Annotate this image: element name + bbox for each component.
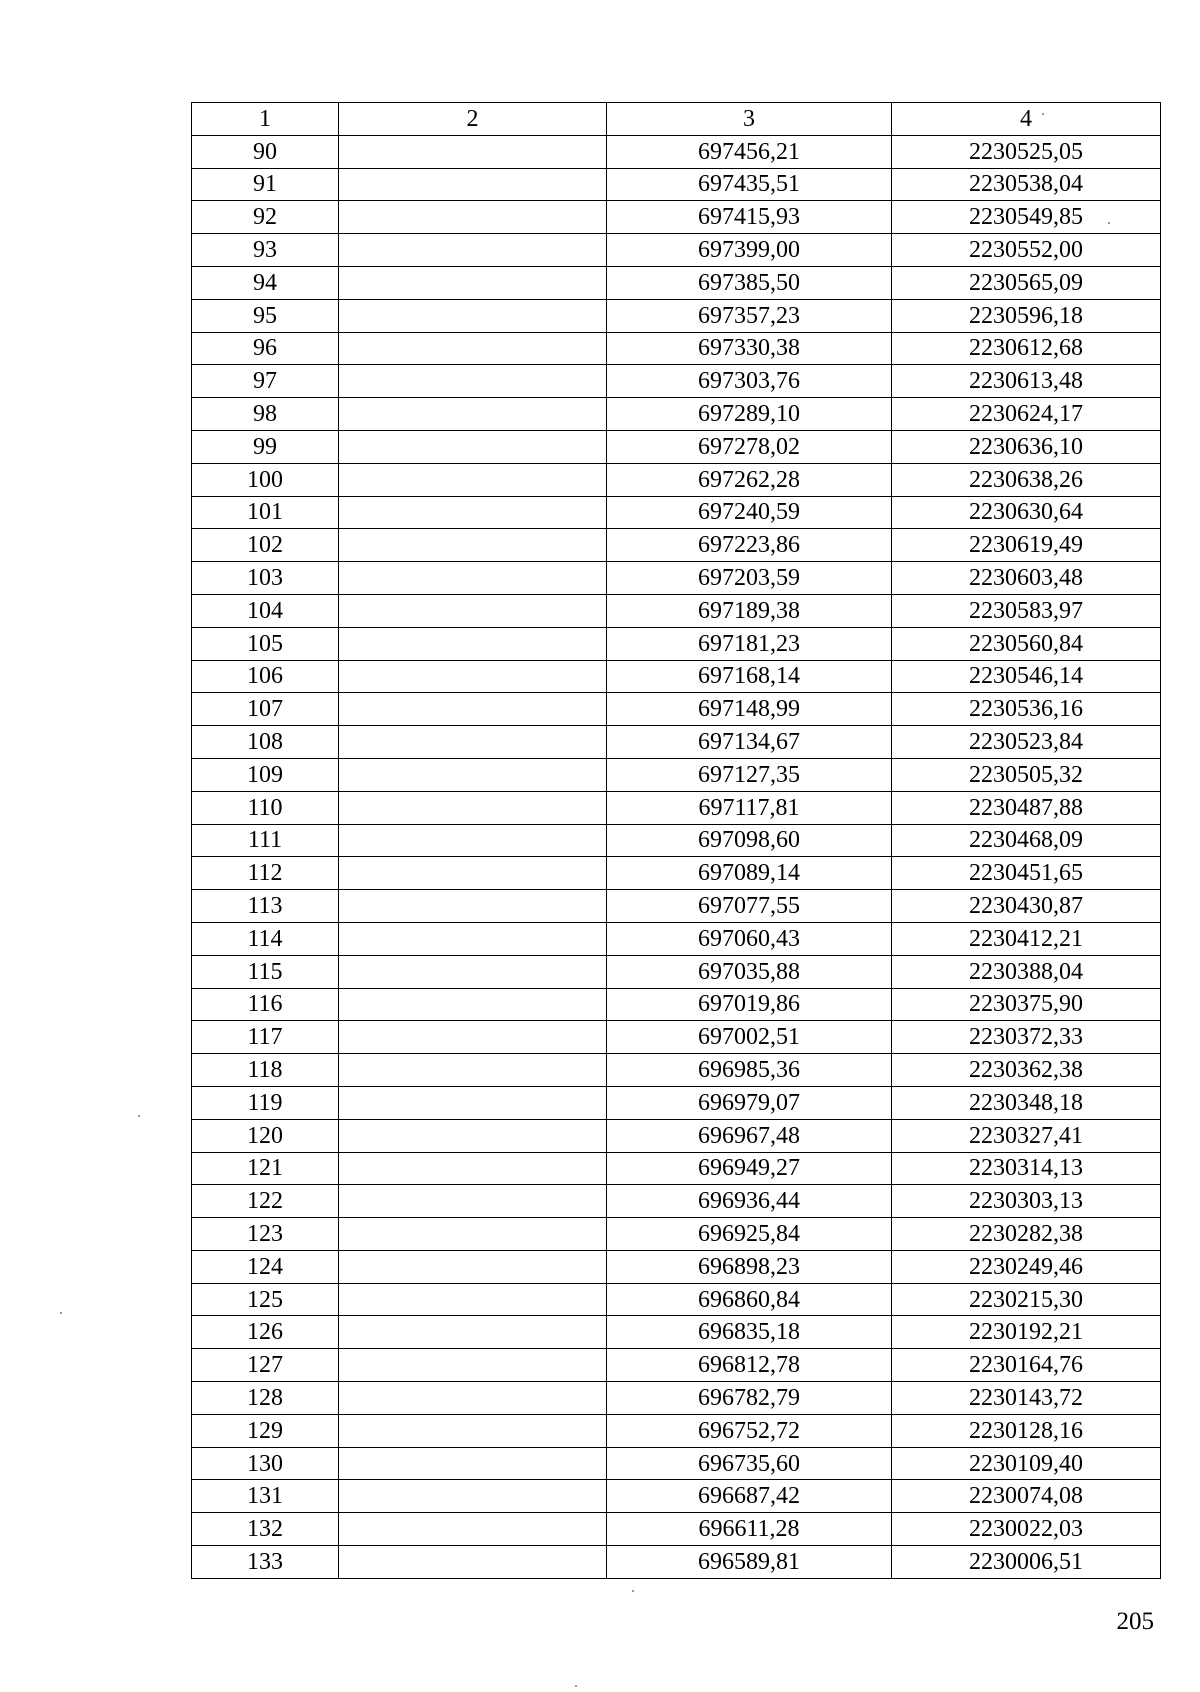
x-coordinate-cell: 696949,27 bbox=[607, 1152, 892, 1185]
x-coordinate-cell: 696589,81 bbox=[607, 1546, 892, 1579]
table-row bbox=[192, 1316, 1161, 1349]
point-number-cell: 122 bbox=[192, 1185, 339, 1218]
x-coordinate-cell: 697278,02 bbox=[607, 430, 892, 463]
x-coordinate-cell: 697203,59 bbox=[607, 562, 892, 595]
x-coordinate-cell: 697002,51 bbox=[607, 1021, 892, 1054]
y-coordinate-cell: 2230022,03 bbox=[892, 1513, 1161, 1546]
x-coordinate-cell: 696898,23 bbox=[607, 1250, 892, 1283]
table-row bbox=[192, 922, 1161, 955]
point-number-cell: 128 bbox=[192, 1382, 339, 1415]
x-coordinate-cell: 697415,93 bbox=[607, 201, 892, 234]
description-cell bbox=[339, 955, 607, 988]
x-coordinate-cell: 697117,81 bbox=[607, 791, 892, 824]
table-row bbox=[192, 1447, 1161, 1480]
point-number-cell: 94 bbox=[192, 266, 339, 299]
table-row bbox=[192, 365, 1161, 398]
point-number-cell: 107 bbox=[192, 693, 339, 726]
y-coordinate-cell: 2230388,04 bbox=[892, 955, 1161, 988]
description-cell bbox=[339, 562, 607, 595]
description-cell bbox=[339, 1414, 607, 1447]
point-number-cell: 115 bbox=[192, 955, 339, 988]
description-cell bbox=[339, 299, 607, 332]
point-number-cell: 101 bbox=[192, 496, 339, 529]
table-row bbox=[192, 627, 1161, 660]
table-row bbox=[192, 168, 1161, 201]
point-number-cell: 102 bbox=[192, 529, 339, 562]
x-coordinate-cell: 697289,10 bbox=[607, 398, 892, 431]
y-coordinate-cell: 2230523,84 bbox=[892, 726, 1161, 759]
x-coordinate-cell: 697189,38 bbox=[607, 594, 892, 627]
x-coordinate-cell: 697148,99 bbox=[607, 693, 892, 726]
scan-speck bbox=[575, 1685, 577, 1687]
description-cell bbox=[339, 1447, 607, 1480]
point-number-cell: 98 bbox=[192, 398, 339, 431]
description-cell bbox=[339, 1086, 607, 1119]
table-row bbox=[192, 1513, 1161, 1546]
x-coordinate-cell: 696925,84 bbox=[607, 1218, 892, 1251]
description-cell bbox=[339, 168, 607, 201]
scan-speck bbox=[1108, 222, 1110, 224]
y-coordinate-cell: 2230249,46 bbox=[892, 1250, 1161, 1283]
header-cell-2: 2 bbox=[339, 103, 607, 136]
description-cell bbox=[339, 1283, 607, 1316]
description-cell bbox=[339, 1513, 607, 1546]
point-number-cell: 127 bbox=[192, 1349, 339, 1382]
point-number-cell: 92 bbox=[192, 201, 339, 234]
point-number-cell: 109 bbox=[192, 758, 339, 791]
y-coordinate-cell: 2230372,33 bbox=[892, 1021, 1161, 1054]
table-row bbox=[192, 693, 1161, 726]
description-cell bbox=[339, 693, 607, 726]
header-row bbox=[192, 103, 1161, 136]
table-row bbox=[192, 988, 1161, 1021]
description-cell bbox=[339, 758, 607, 791]
point-number-cell: 113 bbox=[192, 890, 339, 923]
y-coordinate-cell: 2230412,21 bbox=[892, 922, 1161, 955]
y-coordinate-cell: 2230638,26 bbox=[892, 463, 1161, 496]
description-cell bbox=[339, 201, 607, 234]
scan-speck bbox=[138, 1115, 140, 1117]
description-cell bbox=[339, 1021, 607, 1054]
x-coordinate-cell: 697240,59 bbox=[607, 496, 892, 529]
y-coordinate-cell: 2230565,09 bbox=[892, 266, 1161, 299]
y-coordinate-cell: 2230630,64 bbox=[892, 496, 1161, 529]
y-coordinate-cell: 2230468,09 bbox=[892, 824, 1161, 857]
description-cell bbox=[339, 1185, 607, 1218]
y-coordinate-cell: 2230282,38 bbox=[892, 1218, 1161, 1251]
description-cell bbox=[339, 1054, 607, 1087]
table-row bbox=[192, 463, 1161, 496]
table-row bbox=[192, 201, 1161, 234]
point-number-cell: 105 bbox=[192, 627, 339, 660]
x-coordinate-cell: 697134,67 bbox=[607, 726, 892, 759]
x-coordinate-cell: 697223,86 bbox=[607, 529, 892, 562]
table-row bbox=[192, 299, 1161, 332]
description-cell bbox=[339, 463, 607, 496]
coordinates-table bbox=[191, 102, 1161, 1579]
point-number-cell: 103 bbox=[192, 562, 339, 595]
y-coordinate-cell: 2230215,30 bbox=[892, 1283, 1161, 1316]
description-cell bbox=[339, 1316, 607, 1349]
table-row bbox=[192, 758, 1161, 791]
point-number-cell: 132 bbox=[192, 1513, 339, 1546]
description-cell bbox=[339, 627, 607, 660]
description-cell bbox=[339, 1218, 607, 1251]
point-number-cell: 95 bbox=[192, 299, 339, 332]
table-row bbox=[192, 135, 1161, 168]
description-cell bbox=[339, 365, 607, 398]
table-row bbox=[192, 266, 1161, 299]
y-coordinate-cell: 2230552,00 bbox=[892, 234, 1161, 267]
y-coordinate-cell: 2230560,84 bbox=[892, 627, 1161, 660]
description-cell bbox=[339, 529, 607, 562]
point-number-cell: 91 bbox=[192, 168, 339, 201]
table-row bbox=[192, 955, 1161, 988]
description-cell bbox=[339, 791, 607, 824]
description-cell bbox=[339, 824, 607, 857]
point-number-cell: 123 bbox=[192, 1218, 339, 1251]
point-number-cell: 97 bbox=[192, 365, 339, 398]
y-coordinate-cell: 2230362,38 bbox=[892, 1054, 1161, 1087]
table-row bbox=[192, 1086, 1161, 1119]
y-coordinate-cell: 2230192,21 bbox=[892, 1316, 1161, 1349]
description-cell bbox=[339, 496, 607, 529]
table-row bbox=[192, 594, 1161, 627]
point-number-cell: 118 bbox=[192, 1054, 339, 1087]
y-coordinate-cell: 2230538,04 bbox=[892, 168, 1161, 201]
y-coordinate-cell: 2230314,13 bbox=[892, 1152, 1161, 1185]
scan-speck bbox=[632, 1590, 634, 1592]
point-number-cell: 125 bbox=[192, 1283, 339, 1316]
table-row bbox=[192, 1382, 1161, 1415]
x-coordinate-cell: 697303,76 bbox=[607, 365, 892, 398]
point-number-cell: 110 bbox=[192, 791, 339, 824]
x-coordinate-cell: 696687,42 bbox=[607, 1480, 892, 1513]
scan-speck bbox=[1042, 113, 1044, 115]
y-coordinate-cell: 2230303,13 bbox=[892, 1185, 1161, 1218]
x-coordinate-cell: 697089,14 bbox=[607, 857, 892, 890]
x-coordinate-cell: 696860,84 bbox=[607, 1283, 892, 1316]
description-cell bbox=[339, 726, 607, 759]
point-number-cell: 106 bbox=[192, 660, 339, 693]
point-number-cell: 112 bbox=[192, 857, 339, 890]
description-cell bbox=[339, 1546, 607, 1579]
table-row bbox=[192, 234, 1161, 267]
x-coordinate-cell: 697168,14 bbox=[607, 660, 892, 693]
table-row bbox=[192, 824, 1161, 857]
table-row bbox=[192, 529, 1161, 562]
y-coordinate-cell: 2230006,51 bbox=[892, 1546, 1161, 1579]
description-cell bbox=[339, 332, 607, 365]
x-coordinate-cell: 697330,38 bbox=[607, 332, 892, 365]
x-coordinate-cell: 696752,72 bbox=[607, 1414, 892, 1447]
table-row bbox=[192, 1250, 1161, 1283]
x-coordinate-cell: 696782,79 bbox=[607, 1382, 892, 1415]
y-coordinate-cell: 2230596,18 bbox=[892, 299, 1161, 332]
x-coordinate-cell: 697456,21 bbox=[607, 135, 892, 168]
header-cell-4: 4 bbox=[892, 103, 1161, 136]
point-number-cell: 93 bbox=[192, 234, 339, 267]
point-number-cell: 124 bbox=[192, 1250, 339, 1283]
x-coordinate-cell: 697385,50 bbox=[607, 266, 892, 299]
x-coordinate-cell: 697399,00 bbox=[607, 234, 892, 267]
table-row bbox=[192, 890, 1161, 923]
point-number-cell: 104 bbox=[192, 594, 339, 627]
scan-speck bbox=[60, 1312, 62, 1314]
y-coordinate-cell: 2230430,87 bbox=[892, 890, 1161, 923]
description-cell bbox=[339, 398, 607, 431]
y-coordinate-cell: 2230613,48 bbox=[892, 365, 1161, 398]
description-cell bbox=[339, 135, 607, 168]
x-coordinate-cell: 697060,43 bbox=[607, 922, 892, 955]
point-number-cell: 111 bbox=[192, 824, 339, 857]
point-number-cell: 96 bbox=[192, 332, 339, 365]
y-coordinate-cell: 2230525,05 bbox=[892, 135, 1161, 168]
point-number-cell: 117 bbox=[192, 1021, 339, 1054]
table-row bbox=[192, 857, 1161, 890]
description-cell bbox=[339, 922, 607, 955]
description-cell bbox=[339, 857, 607, 890]
y-coordinate-cell: 2230487,88 bbox=[892, 791, 1161, 824]
description-cell bbox=[339, 430, 607, 463]
y-coordinate-cell: 2230128,16 bbox=[892, 1414, 1161, 1447]
y-coordinate-cell: 2230612,68 bbox=[892, 332, 1161, 365]
table-row bbox=[192, 1349, 1161, 1382]
y-coordinate-cell: 2230164,76 bbox=[892, 1349, 1161, 1382]
point-number-cell: 114 bbox=[192, 922, 339, 955]
x-coordinate-cell: 696936,44 bbox=[607, 1185, 892, 1218]
header-cell-1: 1 bbox=[192, 103, 339, 136]
y-coordinate-cell: 2230505,32 bbox=[892, 758, 1161, 791]
point-number-cell: 131 bbox=[192, 1480, 339, 1513]
table-row bbox=[192, 1218, 1161, 1251]
description-cell bbox=[339, 1480, 607, 1513]
y-coordinate-cell: 2230327,41 bbox=[892, 1119, 1161, 1152]
description-cell bbox=[339, 1382, 607, 1415]
table-row bbox=[192, 1021, 1161, 1054]
x-coordinate-cell: 697035,88 bbox=[607, 955, 892, 988]
description-cell bbox=[339, 594, 607, 627]
point-number-cell: 121 bbox=[192, 1152, 339, 1185]
description-cell bbox=[339, 1349, 607, 1382]
y-coordinate-cell: 2230375,90 bbox=[892, 988, 1161, 1021]
y-coordinate-cell: 2230143,72 bbox=[892, 1382, 1161, 1415]
x-coordinate-cell: 696611,28 bbox=[607, 1513, 892, 1546]
y-coordinate-cell: 2230348,18 bbox=[892, 1086, 1161, 1119]
table-row bbox=[192, 791, 1161, 824]
table-row bbox=[192, 1185, 1161, 1218]
y-coordinate-cell: 2230536,16 bbox=[892, 693, 1161, 726]
header-cell-3: 3 bbox=[607, 103, 892, 136]
y-coordinate-cell: 2230636,10 bbox=[892, 430, 1161, 463]
point-number-cell: 126 bbox=[192, 1316, 339, 1349]
x-coordinate-cell: 697181,23 bbox=[607, 627, 892, 660]
y-coordinate-cell: 2230603,48 bbox=[892, 562, 1161, 595]
y-coordinate-cell: 2230624,17 bbox=[892, 398, 1161, 431]
x-coordinate-cell: 697435,51 bbox=[607, 168, 892, 201]
y-coordinate-cell: 2230583,97 bbox=[892, 594, 1161, 627]
table-row bbox=[192, 332, 1161, 365]
y-coordinate-cell: 2230619,49 bbox=[892, 529, 1161, 562]
point-number-cell: 133 bbox=[192, 1546, 339, 1579]
point-number-cell: 130 bbox=[192, 1447, 339, 1480]
table-row bbox=[192, 430, 1161, 463]
table-row bbox=[192, 1283, 1161, 1316]
table-row bbox=[192, 660, 1161, 693]
point-number-cell: 120 bbox=[192, 1119, 339, 1152]
x-coordinate-cell: 696979,07 bbox=[607, 1086, 892, 1119]
table-row bbox=[192, 1480, 1161, 1513]
table-row bbox=[192, 398, 1161, 431]
x-coordinate-cell: 697127,35 bbox=[607, 758, 892, 791]
y-coordinate-cell: 2230109,40 bbox=[892, 1447, 1161, 1480]
description-cell bbox=[339, 1250, 607, 1283]
point-number-cell: 108 bbox=[192, 726, 339, 759]
y-coordinate-cell: 2230074,08 bbox=[892, 1480, 1161, 1513]
description-cell bbox=[339, 234, 607, 267]
x-coordinate-cell: 697077,55 bbox=[607, 890, 892, 923]
point-number-cell: 129 bbox=[192, 1414, 339, 1447]
x-coordinate-cell: 697098,60 bbox=[607, 824, 892, 857]
y-coordinate-cell: 2230451,65 bbox=[892, 857, 1161, 890]
point-number-cell: 99 bbox=[192, 430, 339, 463]
y-coordinate-cell: 2230546,14 bbox=[892, 660, 1161, 693]
x-coordinate-cell: 697019,86 bbox=[607, 988, 892, 1021]
x-coordinate-cell: 696967,48 bbox=[607, 1119, 892, 1152]
table-row bbox=[192, 726, 1161, 759]
x-coordinate-cell: 696735,60 bbox=[607, 1447, 892, 1480]
x-coordinate-cell: 697357,23 bbox=[607, 299, 892, 332]
table-row bbox=[192, 1414, 1161, 1447]
description-cell bbox=[339, 1119, 607, 1152]
description-cell bbox=[339, 988, 607, 1021]
table-row bbox=[192, 496, 1161, 529]
point-number-cell: 116 bbox=[192, 988, 339, 1021]
table-row bbox=[192, 1054, 1161, 1087]
y-coordinate-cell: 2230549,85 bbox=[892, 201, 1161, 234]
point-number-cell: 90 bbox=[192, 135, 339, 168]
x-coordinate-cell: 696835,18 bbox=[607, 1316, 892, 1349]
table-header bbox=[192, 103, 1161, 136]
point-number-cell: 119 bbox=[192, 1086, 339, 1119]
x-coordinate-cell: 696985,36 bbox=[607, 1054, 892, 1087]
description-cell bbox=[339, 890, 607, 923]
table-row bbox=[192, 1152, 1161, 1185]
table-row bbox=[192, 562, 1161, 595]
description-cell bbox=[339, 1152, 607, 1185]
x-coordinate-cell: 697262,28 bbox=[607, 463, 892, 496]
table-body bbox=[192, 135, 1161, 1578]
table-row bbox=[192, 1119, 1161, 1152]
description-cell bbox=[339, 660, 607, 693]
description-cell bbox=[339, 266, 607, 299]
point-number-cell: 100 bbox=[192, 463, 339, 496]
page-number: 205 bbox=[1116, 1608, 1154, 1635]
x-coordinate-cell: 696812,78 bbox=[607, 1349, 892, 1382]
table-row bbox=[192, 1546, 1161, 1579]
